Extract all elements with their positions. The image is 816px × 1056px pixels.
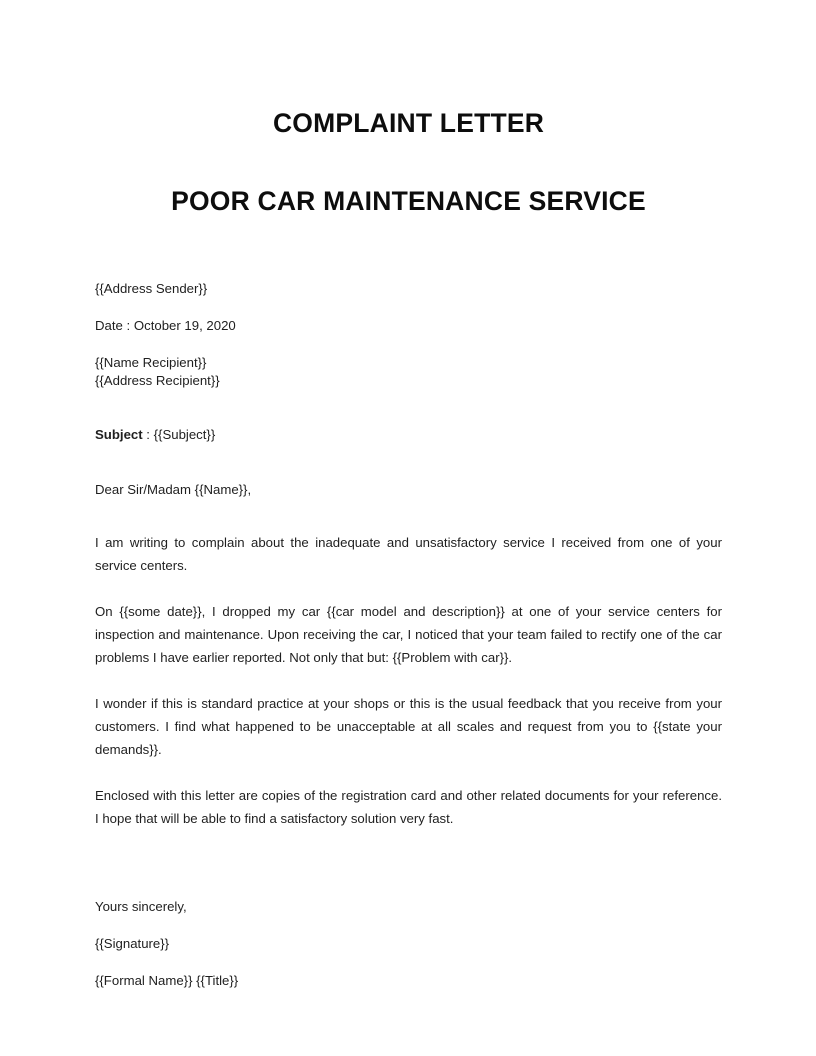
sender-name-and-title: {{Formal Name}} {{Title}}	[95, 972, 239, 988]
date-line: Date : October 19, 2020	[95, 317, 236, 333]
valediction: Yours sincerely,	[95, 898, 187, 914]
letter-body	[95, 531, 722, 830]
page-subtitle: POOR CAR MAINTENANCE SERVICE	[171, 185, 646, 216]
sender-address: {{Address Sender}}	[95, 280, 208, 296]
body-paragraph: I am writing to complain about the inadequate and unsatisfactory service I received from one of your service centers.	[95, 534, 722, 573]
body-paragraph: On {{some date}}, I dropped my car {{car model and description}} at one of your service centers for inspection and maintenance. Upon receiving the car, I noticed that your team failed to rectify one of the car problems I have earlier reported. Not only that but: {{Problem with car}}.	[95, 603, 722, 665]
salutation: Dear Sir/Madam {{Name}},	[95, 481, 252, 497]
letter-closing-block	[95, 898, 722, 990]
letter-title-block	[95, 0, 722, 218]
body-paragraph: I wonder if this is standard practice at your shops or this is the usual feedback that you receive from your customers. I find what happened to be unacceptable at all scales and request from you to {{state your demands}}.	[95, 695, 722, 757]
subject-line	[95, 426, 722, 444]
recipient-name: {{Name Recipient}}	[95, 354, 207, 370]
subject-label: Subject	[95, 426, 143, 442]
recipient-address: {{Address Recipient}}	[95, 372, 220, 388]
letter-content	[95, 0, 722, 990]
body-paragraph: Enclosed with this letter are copies of the registration card and other related documents for your reference. I hope that will be able to find a satisfactory solution very fast.	[95, 787, 722, 826]
subject-value: : {{Subject}}	[142, 426, 216, 442]
page-title: COMPLAINT LETTER	[272, 108, 545, 138]
signature-placeholder: {{Signature}}	[95, 935, 170, 951]
letter-meta-block	[95, 280, 722, 390]
